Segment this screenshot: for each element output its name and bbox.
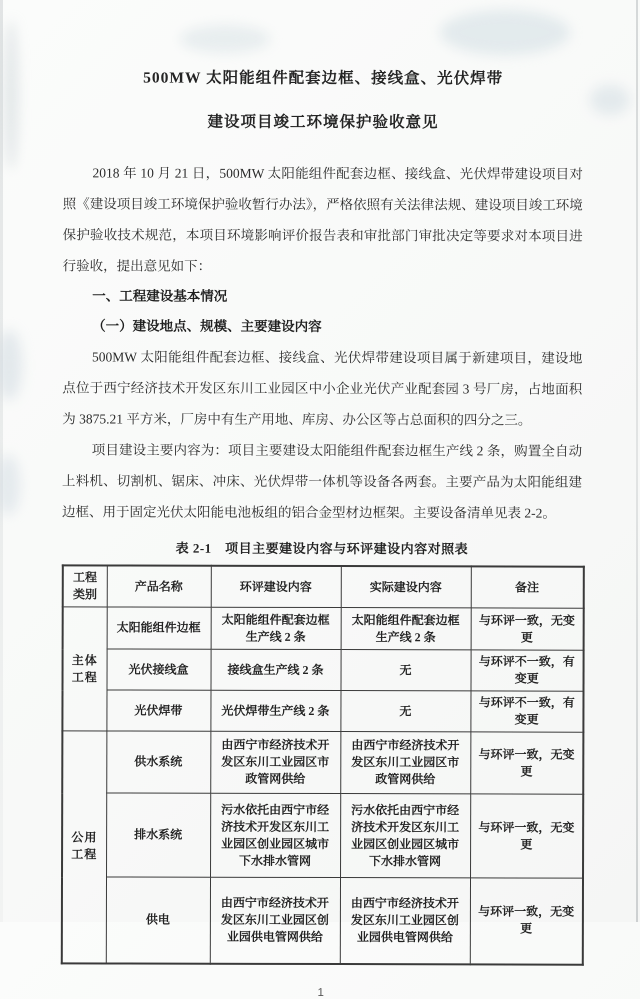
actual-content-cell: 污水依托由西宁市经济技术开发区东川工业园区创业园区城市下水排水管网 <box>340 794 470 878</box>
group-label-cell: 公用工程 <box>62 731 107 963</box>
table-row <box>62 731 583 794</box>
page-title-line1: 500MW 太阳能组件配套边框、接线盒、光伏焊带 <box>143 69 504 88</box>
table-header-row <box>63 565 584 608</box>
eia-content-cell: 污水依托由西宁市经济技术开发区东川工业园区创业园区城市下水排水管网 <box>210 793 340 877</box>
page-title-line2: 建设项目竣工环境保护验收意见 <box>207 113 439 132</box>
table-row <box>62 793 583 878</box>
table-row <box>63 649 584 691</box>
table-header-product: 产品名称 <box>107 565 211 607</box>
table-row <box>62 877 583 964</box>
table-header-remark: 备注 <box>471 566 584 608</box>
table-row <box>63 607 584 650</box>
intro-paragraph: 2018 年 10 月 21 日，500MW 太阳能组件配套边框、接线盒、光伏焊带建设项目对照《建设项目竣工环境保护验收暂行办法》，严格依照有关法律法规、建设项目竣工环境保护验收技术规范，本项目环境影响评价报告表和审批部门审批决定等要求对本项目进行验收，提出意见如下： <box>62 165 583 274</box>
group-label-cell: 主体工程 <box>62 607 106 731</box>
product-name-cell: 太阳能组件边框 <box>107 607 211 649</box>
eia-content-cell: 由西宁市经济技术开发区东川工业园区创业园供电管网供给 <box>210 877 340 963</box>
remark-cell: 与环评一致，无变更 <box>470 878 583 964</box>
actual-content-cell: 无 <box>340 650 470 691</box>
eia-content-cell: 接线盒生产线 2 条 <box>210 649 340 690</box>
product-name-cell: 光伏焊带 <box>106 690 210 731</box>
remark-cell: 与环评不一致，有变更 <box>470 650 583 691</box>
product-name-cell: 供电 <box>106 877 210 963</box>
table-header-eia: 环评建设内容 <box>211 566 341 608</box>
eia-content-cell: 光伏焊带生产线 2 条 <box>210 690 340 731</box>
page-number: 1 <box>317 986 324 999</box>
actual-content-cell: 由西宁市经济技术开发区东川工业园区创业园供电管网供给 <box>340 878 470 964</box>
comparison-table <box>61 564 585 965</box>
eia-content-cell: 太阳能组件配套边框生产线 2 条 <box>211 607 341 649</box>
table-header-actual: 实际建设内容 <box>341 566 471 608</box>
subsection-heading: （一）建设地点、规模、主要建设内容 <box>92 318 322 335</box>
remark-cell: 与环评一致，无变更 <box>471 608 584 650</box>
actual-content-cell: 无 <box>340 691 470 732</box>
product-name-cell: 供水系统 <box>106 731 210 793</box>
location-paragraph: 500MW 太阳能组件配套边框、接线盒、光伏焊带建设项目属于新建项目，建设地点位于西宁经济技术开发区东川工业园区中小企业光伏产业配套园 3 号厂房，占地面积为 3875.21 平方米，厂房中有生产用地、库房、办公区等占总面积的四分之三。 <box>62 349 583 428</box>
eia-content-cell: 由西宁市经济技术开发区东川工业园区市政管网供给 <box>210 731 340 793</box>
remark-cell: 与环评一致，无变更 <box>470 794 583 878</box>
remark-cell: 与环评一致，无变更 <box>470 732 583 794</box>
remark-cell: 与环评不一致，有变更 <box>470 691 583 732</box>
product-name-cell: 排水系统 <box>106 793 210 877</box>
table-header-category: 工程类别 <box>63 565 107 607</box>
table-caption: 表 2-1 项目主要建设内容与环评建设内容对照表 <box>175 540 469 557</box>
product-name-cell: 光伏接线盒 <box>107 649 211 690</box>
actual-content-cell: 由西宁市经济技术开发区东川工业园区市政管网供给 <box>340 732 470 794</box>
table-row <box>62 690 583 732</box>
section-heading: 一、工程建设基本情况 <box>92 288 228 304</box>
actual-content-cell: 太阳能组件配套边框生产线 2 条 <box>341 608 471 650</box>
content-paragraph: 项目建设主要内容为：项目主要建设太阳能组件配套边框生产线 2 条，购置全自动上料机、切割机、锯床、冲床、光伏焊带一体机等设备各两套。主要产品为太阳能组建边框、用于固定光伏太阳能电池板组的铝合金型材边框架。主要设备清单见表 2-2。 <box>61 442 583 521</box>
